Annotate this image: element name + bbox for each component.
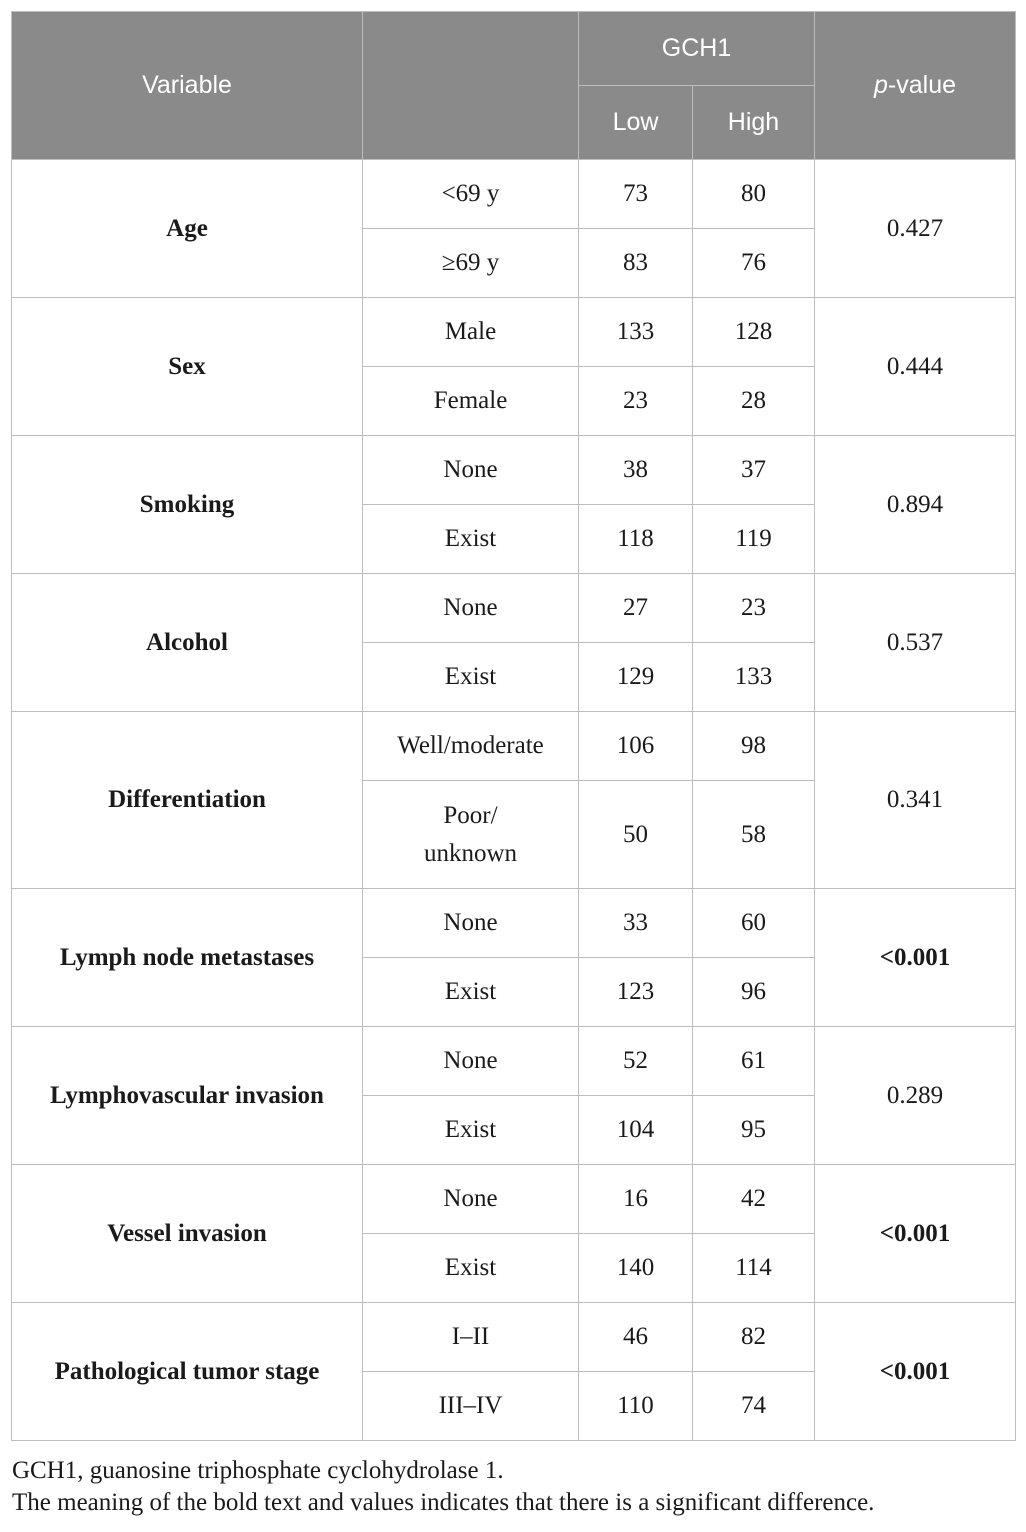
- header-gch1: GCH1: [579, 12, 815, 86]
- subcategory-label: Exist: [363, 505, 579, 574]
- table-row: [12, 574, 1016, 643]
- high-count: 128: [693, 298, 815, 367]
- variable-name: Lymph node metastases: [12, 889, 363, 1027]
- low-count: 83: [579, 229, 693, 298]
- subcategory-label: None: [363, 1027, 579, 1096]
- variable-name: Smoking: [12, 436, 363, 574]
- high-count: 96: [693, 958, 815, 1027]
- p-value: <0.001: [815, 1303, 1016, 1441]
- table-row: [12, 712, 1016, 781]
- subcategory-label: I–II: [363, 1303, 579, 1372]
- p-value: 0.537: [815, 574, 1016, 712]
- table-row: [12, 1027, 1016, 1096]
- table-row: [12, 1303, 1016, 1372]
- low-count: 140: [579, 1234, 693, 1303]
- subcategory-label: None: [363, 436, 579, 505]
- low-count: 110: [579, 1372, 693, 1441]
- variable-name: Sex: [12, 298, 363, 436]
- high-count: 98: [693, 712, 815, 781]
- high-count: 119: [693, 505, 815, 574]
- high-count: 42: [693, 1165, 815, 1234]
- low-count: 118: [579, 505, 693, 574]
- high-count: 58: [693, 781, 815, 889]
- subcategory-label: ≥69 y: [363, 229, 579, 298]
- table-body: [12, 160, 1016, 1441]
- footnotes: [12, 1455, 1016, 1519]
- variable-name: Pathological tumor stage: [12, 1303, 363, 1441]
- p-value: 0.444: [815, 298, 1016, 436]
- subcategory-label: Poor/ unknown: [363, 781, 579, 889]
- variable-name: Alcohol: [12, 574, 363, 712]
- subcategory-label: None: [363, 889, 579, 958]
- subcategory-label: Exist: [363, 1234, 579, 1303]
- low-count: 123: [579, 958, 693, 1027]
- header-p-value: [815, 12, 1016, 160]
- footnote-abbreviation: GCH1, guanosine triphosphate cyclohydrolase 1.: [12, 1457, 504, 1484]
- low-count: 38: [579, 436, 693, 505]
- table-row: [12, 889, 1016, 958]
- header-p-letter: p: [874, 71, 888, 99]
- variable-name: Vessel invasion: [12, 1165, 363, 1303]
- p-value: 0.427: [815, 160, 1016, 298]
- p-value: 0.894: [815, 436, 1016, 574]
- low-count: 104: [579, 1096, 693, 1165]
- low-count: 133: [579, 298, 693, 367]
- low-count: 129: [579, 643, 693, 712]
- high-count: 60: [693, 889, 815, 958]
- high-count: 61: [693, 1027, 815, 1096]
- high-count: 114: [693, 1234, 815, 1303]
- subcategory-label: Exist: [363, 958, 579, 1027]
- low-count: 73: [579, 160, 693, 229]
- header-high: High: [693, 86, 815, 160]
- variable-name: Lymphovascular invasion: [12, 1027, 363, 1165]
- high-count: 37: [693, 436, 815, 505]
- subcategory-label: None: [363, 574, 579, 643]
- subcategory-label: III–IV: [363, 1372, 579, 1441]
- p-value: <0.001: [815, 1165, 1016, 1303]
- table-row: [12, 160, 1016, 229]
- subcategory-label: Exist: [363, 1096, 579, 1165]
- high-count: 76: [693, 229, 815, 298]
- subcategory-label: None: [363, 1165, 579, 1234]
- high-count: 23: [693, 574, 815, 643]
- p-value: <0.001: [815, 889, 1016, 1027]
- low-count: 106: [579, 712, 693, 781]
- high-count: 82: [693, 1303, 815, 1372]
- subcategory-label: Exist: [363, 643, 579, 712]
- subcategory-label: Male: [363, 298, 579, 367]
- subcategory-label: Female: [363, 367, 579, 436]
- low-count: 27: [579, 574, 693, 643]
- low-count: 46: [579, 1303, 693, 1372]
- header-subcategory: [363, 12, 579, 160]
- table-header: [12, 12, 1016, 160]
- p-value: 0.341: [815, 712, 1016, 889]
- variable-name: Differentiation: [12, 712, 363, 889]
- high-count: 133: [693, 643, 815, 712]
- subcategory-label: Well/moderate: [363, 712, 579, 781]
- low-count: 16: [579, 1165, 693, 1234]
- gch1-clinical-table: [11, 11, 1016, 1441]
- p-value: 0.289: [815, 1027, 1016, 1165]
- high-count: 28: [693, 367, 815, 436]
- high-count: 80: [693, 160, 815, 229]
- table-row: [12, 298, 1016, 367]
- footnote-bold-note: The meaning of the bold text and values indicates that there is a significant difference.: [12, 1489, 875, 1516]
- low-count: 23: [579, 367, 693, 436]
- header-low: Low: [579, 86, 693, 160]
- subcategory-label: <69 y: [363, 160, 579, 229]
- low-count: 33: [579, 889, 693, 958]
- header-p-suffix: -value: [887, 71, 956, 99]
- low-count: 50: [579, 781, 693, 889]
- high-count: 95: [693, 1096, 815, 1165]
- variable-name: Age: [12, 160, 363, 298]
- table-row: [12, 1165, 1016, 1234]
- low-count: 52: [579, 1027, 693, 1096]
- high-count: 74: [693, 1372, 815, 1441]
- header-variable: Variable: [12, 12, 363, 160]
- table-row: [12, 436, 1016, 505]
